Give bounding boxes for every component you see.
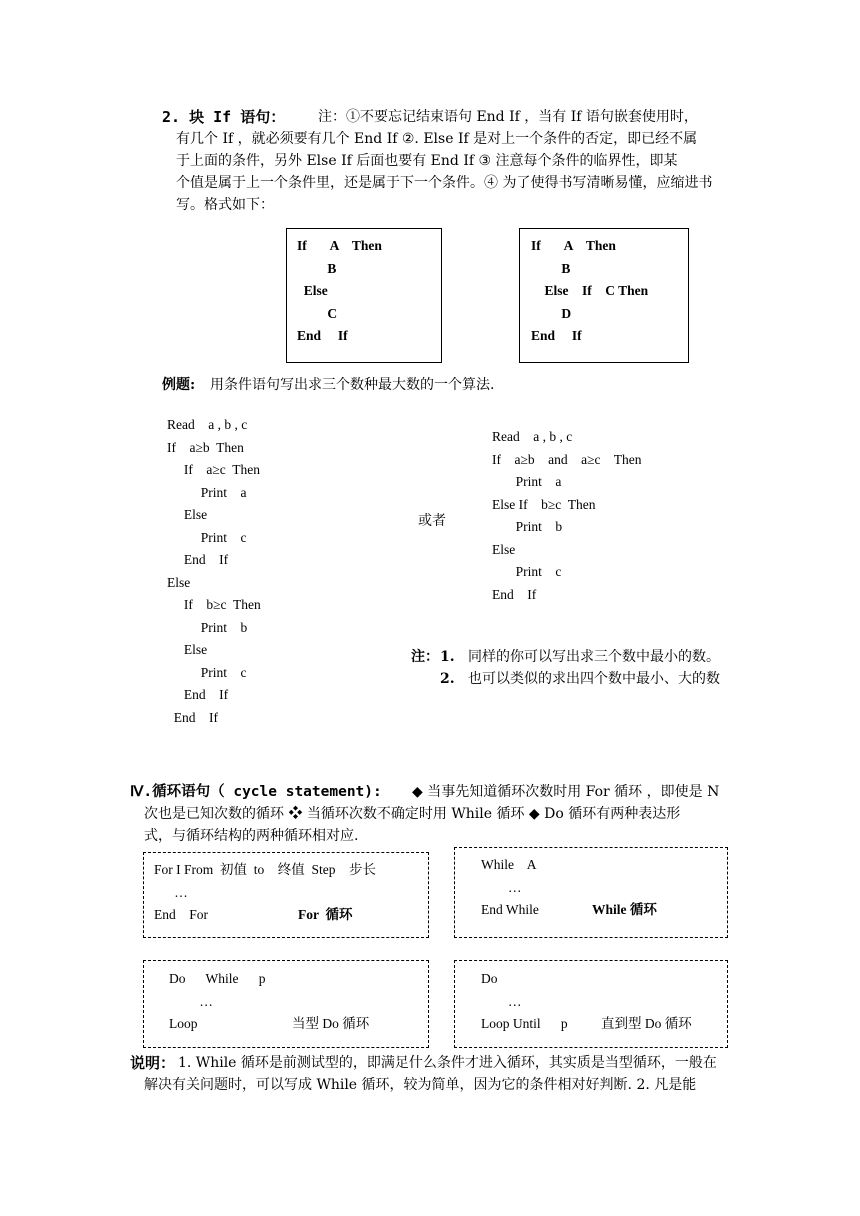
code-line: If a≥b Then bbox=[167, 439, 244, 455]
for-loop-line: End For bbox=[154, 907, 208, 922]
while-loop-box bbox=[454, 847, 728, 938]
code-line: End If bbox=[167, 687, 229, 702]
code-line: Read a , b , c bbox=[492, 429, 573, 444]
for-loop-box bbox=[143, 852, 429, 938]
explain-line-1: 1. While 循环是前测试型的，即满足什么条件才进入循环，其实质是当型循环，一般在 bbox=[178, 1055, 717, 1071]
code-line: End If bbox=[492, 586, 537, 602]
do-while-line: Do While p bbox=[169, 971, 266, 986]
code-line: End If bbox=[167, 709, 218, 725]
do-while-line: … bbox=[169, 994, 213, 1009]
while-loop-line: … bbox=[481, 880, 522, 895]
code-line: If b≥c Then bbox=[167, 597, 261, 612]
do-until-line: Loop Until p bbox=[481, 1016, 568, 1031]
if-elseif-line: If A Then bbox=[531, 238, 616, 253]
example-text: 用条件语句写出求三个数种最大数的一个算法. bbox=[210, 377, 495, 393]
note-number: 1. bbox=[440, 649, 455, 665]
example-label: 例题: bbox=[162, 377, 196, 393]
code-line: Else If b≥c Then bbox=[492, 496, 596, 512]
code-line: Print c bbox=[167, 529, 247, 545]
code-line: Else bbox=[492, 541, 516, 557]
section-if-line-3: 于上面的条件，另外 Else If 后面也要有 End If ③ 注意每个条件的临界性，即某 bbox=[176, 153, 678, 169]
if-elseif-line: Else If C Then bbox=[531, 283, 649, 298]
while-loop-line: While A bbox=[481, 857, 537, 872]
section-if-line-1: 注：①不要忘记结束语句 End If ，当有 If 语句嵌套使用时， bbox=[318, 109, 698, 125]
section-if-heading: 2. 块 If 语句： bbox=[162, 108, 286, 126]
do-until-line: Do bbox=[481, 971, 498, 986]
while-loop-label: While 循环 bbox=[592, 902, 657, 917]
explain-label: 说明： bbox=[130, 1054, 176, 1072]
note-label: 注： bbox=[411, 649, 439, 665]
section-if-line-5: 写。格式如下： bbox=[176, 197, 274, 213]
do-while-label: 当型 Do 循环 bbox=[292, 1016, 370, 1031]
code-line: End If bbox=[167, 552, 229, 567]
for-loop-label: For 循环 bbox=[298, 907, 353, 922]
code-line: Else bbox=[167, 642, 208, 657]
if-elseif-format-box bbox=[519, 228, 689, 363]
section-loop-line-3: 式，与循环结构的两种循环相对应. bbox=[144, 828, 359, 844]
note-text: 也可以类似的求出四个数中最小、大的数 bbox=[468, 671, 720, 687]
section-loop-line-2: 次也是已知次数的循环 ❖ 当循环次数不确定时用 While 循环 ◆ Do 循环有两种表达形 bbox=[144, 806, 681, 822]
if-else-line: If A Then bbox=[297, 238, 382, 253]
if-else-format-box bbox=[286, 228, 442, 363]
code-line: Print b bbox=[167, 619, 248, 635]
code-line: If a≥b and a≥c Then bbox=[492, 451, 642, 467]
do-until-line: … bbox=[481, 994, 522, 1009]
if-else-line: Else bbox=[297, 283, 328, 298]
for-loop-line: For I From 初值 to 终值 Step 步长 bbox=[154, 862, 377, 877]
if-else-line: End If bbox=[297, 328, 348, 343]
if-else-line: B bbox=[297, 260, 337, 276]
or-text: 或者 bbox=[418, 513, 446, 529]
section-if-line-2: 有几个 If ，就必须要有几个 End If ②. Else If 是对上一个条件的否定，即已经不属 bbox=[176, 131, 698, 147]
for-loop-line: … bbox=[154, 885, 188, 900]
code-line: Else bbox=[167, 574, 191, 590]
do-until-label: 直到型 Do 循环 bbox=[601, 1016, 692, 1031]
while-loop-line: End While bbox=[481, 902, 539, 917]
do-while-line: Loop bbox=[169, 1016, 198, 1031]
do-while-loop-box bbox=[143, 960, 429, 1048]
code-line: Print c bbox=[492, 564, 562, 579]
if-elseif-line: B bbox=[531, 260, 571, 276]
code-line: Else bbox=[167, 507, 208, 522]
note-text: 同样的你可以写出求三个数中最小的数。 bbox=[468, 649, 720, 665]
if-elseif-line: End If bbox=[531, 328, 582, 343]
section-loop-line-1: ◆ 当事先知道循环次数时用 For 循环 ，即使是 N bbox=[412, 784, 720, 800]
code-line: Read a , b , c bbox=[167, 417, 248, 432]
if-else-line: C bbox=[297, 305, 338, 321]
section-loop-heading: Ⅳ.循环语句（ cycle statement): bbox=[130, 784, 382, 800]
section-if-line-4: 个值是属于上一个条件里，还是属于下一个条件。④ 为了使得书写清晰易懂，应缩进书 bbox=[176, 175, 713, 191]
code-line: Print b bbox=[492, 519, 563, 534]
do-until-loop-box bbox=[454, 960, 728, 1048]
code-line: Print a bbox=[492, 474, 562, 489]
code-line: Print c bbox=[167, 664, 247, 680]
explain-line-2: 解决有关问题时，可以写成 While 循环，较为简单，因为它的条件相对好判断. 2. 凡是能 bbox=[144, 1077, 697, 1093]
code-line: If a≥c Then bbox=[167, 462, 261, 477]
code-line: Print a bbox=[167, 484, 247, 500]
if-elseif-line: D bbox=[531, 305, 572, 321]
note-number: 2. bbox=[440, 671, 455, 687]
